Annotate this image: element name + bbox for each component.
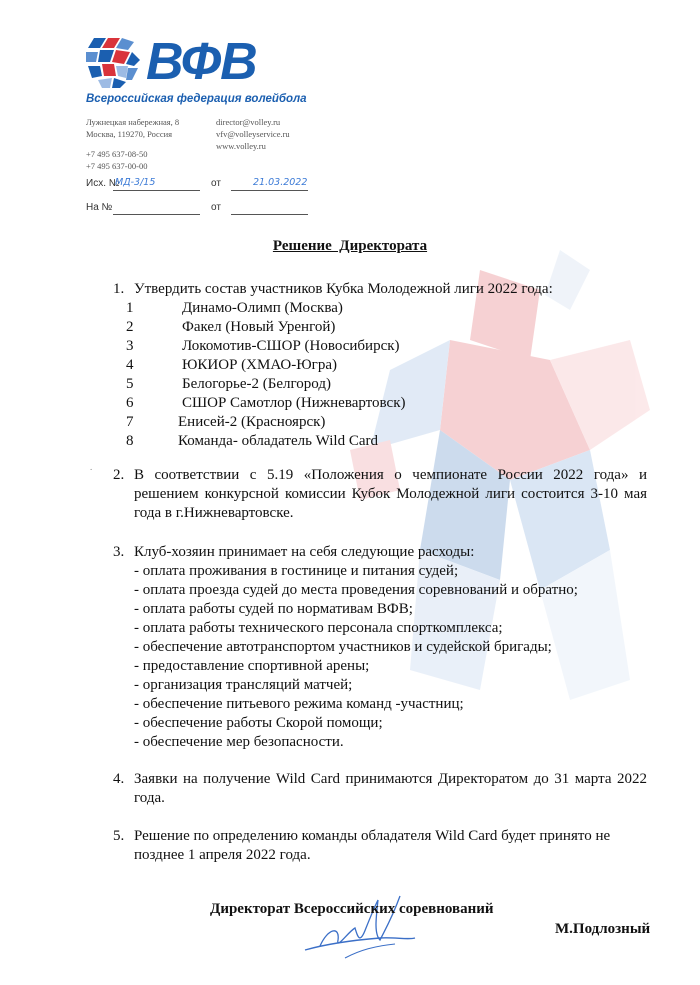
- address-line: Лужнецкая набережная, 8: [86, 117, 180, 127]
- team-row: [113, 375, 647, 394]
- item-number: 2.: [113, 467, 125, 483]
- team-row: [113, 413, 647, 432]
- team-number: 3: [126, 338, 134, 354]
- outgoing-date: 21.03.2022: [253, 177, 308, 188]
- phone-line: +7 495 637-00-00: [86, 161, 148, 171]
- item-number: 1.: [113, 281, 125, 297]
- outgoing-number: МД-3/15: [115, 177, 156, 188]
- item-text: Заявки на получение Wild Card принимаются Директоратом до 31 марта 2022 года.: [134, 771, 647, 806]
- outgoing-date-line: [231, 190, 308, 191]
- email-link[interactable]: director@volley.ru: [216, 117, 281, 127]
- expense-list: [134, 562, 647, 752]
- contact-address: [86, 116, 179, 172]
- outgoing-number-line: [113, 190, 200, 191]
- team-name: Белогорье-2 (Белгород): [182, 376, 332, 392]
- team-row: [113, 356, 647, 375]
- email-link[interactable]: vfv@volleyservice.ru: [216, 129, 290, 139]
- expense-item: - обеспечение работы Скорой помощи;: [134, 715, 383, 731]
- team-name: Команда- обладатель Wild Card: [178, 433, 378, 449]
- expense-item: - оплата работы технического персонала спорткомплекса;: [134, 620, 503, 636]
- from-label: от: [211, 178, 221, 189]
- team-name: Енисей-2 (Красноярск): [178, 414, 326, 430]
- item-text: Утвердить состав участников Кубка Молодежной лиги 2022 года:: [134, 281, 553, 297]
- incoming-number-line: [113, 214, 200, 215]
- signatory-organization: Директорат Всероссийских соревнований: [210, 901, 494, 917]
- team-number: 1: [126, 300, 134, 316]
- item-number: 4.: [113, 771, 125, 787]
- team-row: [113, 394, 647, 413]
- expense-item: - оплата работы судей по нормативам ВФВ;: [134, 601, 413, 617]
- organization-name: Всероссийская федерация волейбола: [86, 93, 307, 105]
- team-number: 5: [126, 376, 134, 392]
- team-number: 2: [126, 319, 134, 335]
- team-name: СШОР Самотлор (Нижневартовск): [182, 395, 406, 411]
- expense-item: - обеспечение питьевого режима команд -участниц;: [134, 696, 464, 712]
- team-row: [113, 299, 647, 318]
- vfv-logo-icon: [86, 38, 142, 88]
- document-title: Решение Директората: [272, 238, 428, 254]
- item-text: В соответствии с 5.19 «Положения о чемпионате России 2022 года» и решением конкурсной комиссии Кубок Молодежной лиги состоится 3-10 мая года в г.Нижневартовске.: [134, 467, 647, 521]
- team-name: Локомотив-СШОР (Новосибирск): [182, 338, 400, 354]
- signatory-name: М.Подлозный: [555, 921, 651, 937]
- address-line: Москва, 119270, Россия: [86, 129, 173, 139]
- team-name: ЮКИОР (ХМАО-Югра): [182, 357, 337, 373]
- expense-item: - организация трансляций матчей;: [134, 677, 353, 693]
- expense-item: - оплата проезда судей до места проведения соревнований и обратно;: [134, 582, 578, 598]
- incoming-from-label: от: [211, 202, 221, 213]
- expense-item: - обеспечение мер безопасности.: [134, 734, 344, 750]
- item-number: 5.: [113, 828, 125, 844]
- item-text: Решение по определению команды обладателя Wild Card будет принято не позднее 1 апреля 2022 года.: [134, 828, 611, 863]
- team-row: [113, 318, 647, 337]
- stray-mark: .: [90, 462, 93, 472]
- team-number: 4: [126, 357, 134, 373]
- contact-web: [216, 116, 290, 152]
- item-number: 3.: [113, 544, 125, 560]
- team-number: 6: [126, 395, 134, 411]
- outgoing-label: Исх. №: [86, 178, 120, 189]
- team-number: 7: [126, 414, 134, 430]
- incoming-label: На №: [86, 202, 113, 213]
- vfv-logo-text: ВФВ: [146, 33, 257, 91]
- team-number: 8: [126, 433, 134, 449]
- expense-item: - предоставление спортивной арены;: [134, 658, 370, 674]
- item-text: Клуб-хозяин принимает на себя следующие расходы:: [134, 544, 475, 560]
- expense-item: - обеспечение автотранспортом участников и судейской бригады;: [134, 639, 552, 655]
- handwritten-signature: [300, 888, 420, 968]
- incoming-date-line: [231, 214, 308, 215]
- team-list: [113, 299, 647, 451]
- expense-item: - оплата проживания в гостинице и питания судей;: [134, 563, 459, 579]
- team-name: Факел (Новый Уренгой): [182, 319, 336, 335]
- website-link[interactable]: www.volley.ru: [216, 141, 266, 151]
- phone-line: +7 495 637-08-50: [86, 149, 148, 159]
- team-name: Динамо-Олимп (Москва): [182, 300, 343, 316]
- team-row: [113, 337, 647, 356]
- team-row: [113, 432, 647, 451]
